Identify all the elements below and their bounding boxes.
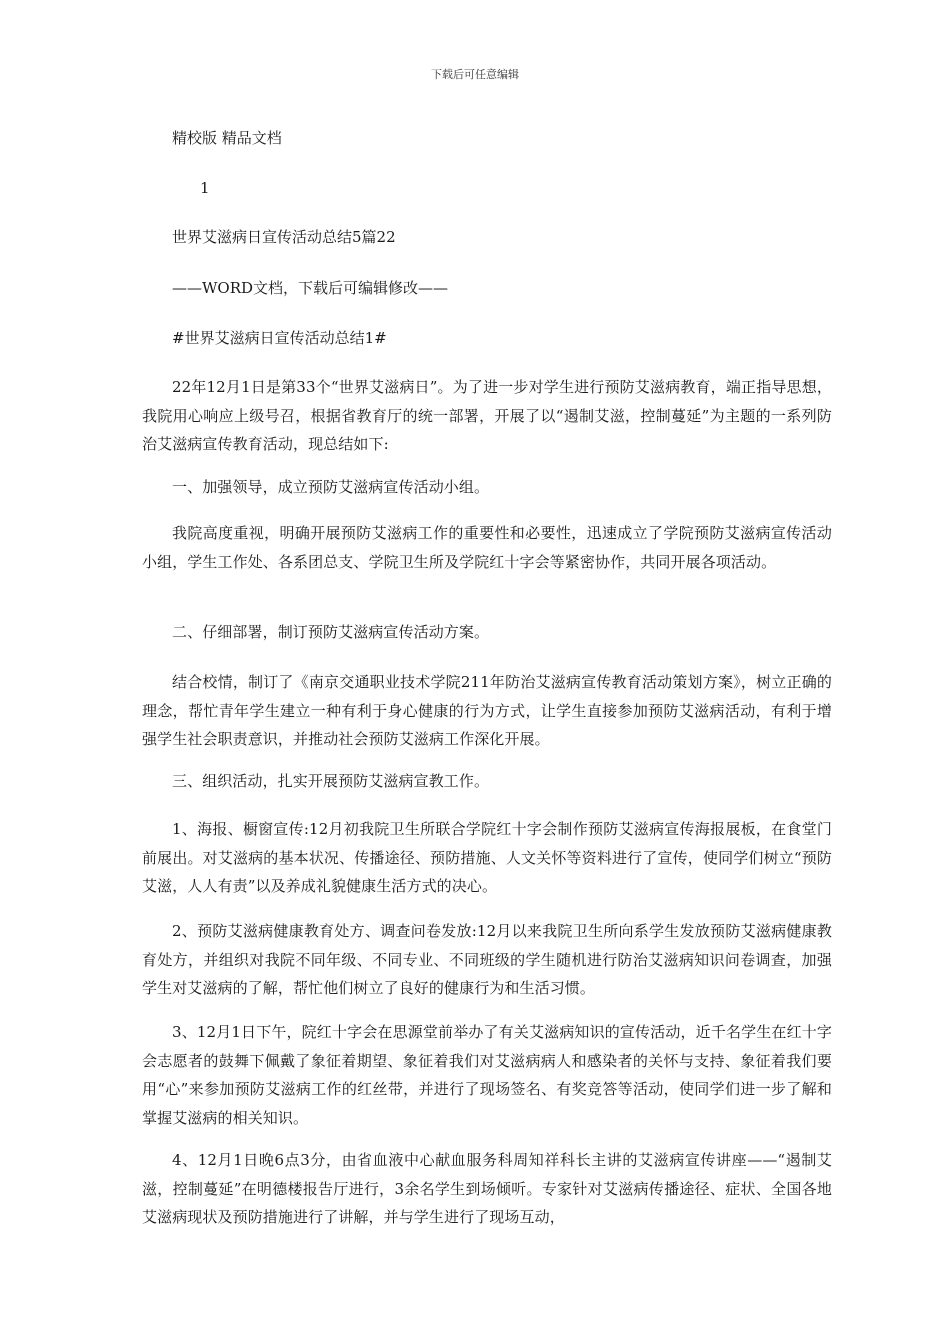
paragraph-3-4: 4、12月1日晚6点3分，由省血液中心献血服务科周知祥科长主讲的艾滋病宣传讲座——“遏制艾滋，控制蔓延”在明德楼报告厅进行，3余名学生到场倾听。专家针对艾滋病传播途径、症状、全国各地艾滋病现状及预防措施进行了讲解，并与学生进行了现场互动，: [142, 1151, 832, 1226]
doc-title: 世界艾滋病日宣传活动总结5篇22: [172, 228, 396, 246]
paragraph-intro: 22年12月1日是第33个“世界艾滋病日”。为了进一步对学生进行预防艾滋病教育，端正指导思想，我院用心响应上级号召，根据省教育厅的统一部署，开展了以“遏制艾滋，控制蔓延”为主题的一系列防治艾滋病宣传教育活动，现总结如下:: [142, 378, 832, 453]
page-number: 1: [200, 179, 210, 197]
paragraph-heading-2: 二、仔细部署，制订预防艾滋病宣传活动方案。: [172, 623, 490, 641]
paragraph-heading-1: 一、加强领导，成立预防艾滋病宣传活动小组。: [172, 478, 490, 496]
paragraph-2: 结合校情，制订了《南京交通职业技术学院211年防治艾滋病宣传教育活动策划方案》，树立正确的理念，帮忙青年学生建立一种有利于身心健康的行为方式，让学生直接参加预防艾滋病活动，有利于增强学生社会职责意识，并推动社会预防艾滋病工作深化开展。: [142, 673, 832, 748]
doc-subtitle: ——WORD文档，下载后可编辑修改——: [172, 279, 449, 297]
page-header-note: 下载后可任意编辑: [431, 68, 519, 81]
paragraph-heading-3: 三、组织活动，扎实开展预防艾滋病宣教工作。: [172, 772, 490, 790]
paragraph-1: 我院高度重视，明确开展预防艾滋病工作的重要性和必要性，迅速成立了学院预防艾滋病宣传活动小组，学生工作处、各系团总支、学院卫生所及学院红十字会等紧密协作，共同开展各项活动。: [142, 524, 832, 571]
section-heading: #世界艾滋病日宣传活动总结1#: [172, 329, 387, 347]
paragraph-3-1: 1、海报、橱窗宣传:12月初我院卫生所联合学院红十字会制作预防艾滋病宣传海报展板，在食堂门前展出。对艾滋病的基本状况、传播途径、预防措施、人文关怀等资料进行了宣传，使同学们树立“预防艾滋，人人有责”以及养成礼貌健康生活方式的决心。: [142, 820, 832, 895]
paragraph-3-3: 3、12月1日下午，院红十字会在思源堂前举办了有关艾滋病知识的宣传活动，近千名学生在红十字会志愿者的鼓舞下佩戴了象征着期望、象征着我们对艾滋病病人和感染者的关怀与支持、象征着我们要用“心”来参加预防艾滋病工作的红丝带，并进行了现场签名、有奖竞答等活动，使同学们进一步了解和掌握艾滋病的相关知识。: [142, 1023, 832, 1127]
paragraph-3-2: 2、预防艾滋病健康教育处方、调查问卷发放:12月以来我院卫生所向系学生发放预防艾滋病健康教育处方，并组织对我院不同年级、不同专业、不同班级的学生随机进行防治艾滋病知识问卷调查，加强学生对艾滋病的了解，帮忙他们树立了良好的健康行为和生活习惯。: [142, 922, 832, 997]
doc-label: 精校版 精品文档: [172, 129, 282, 147]
